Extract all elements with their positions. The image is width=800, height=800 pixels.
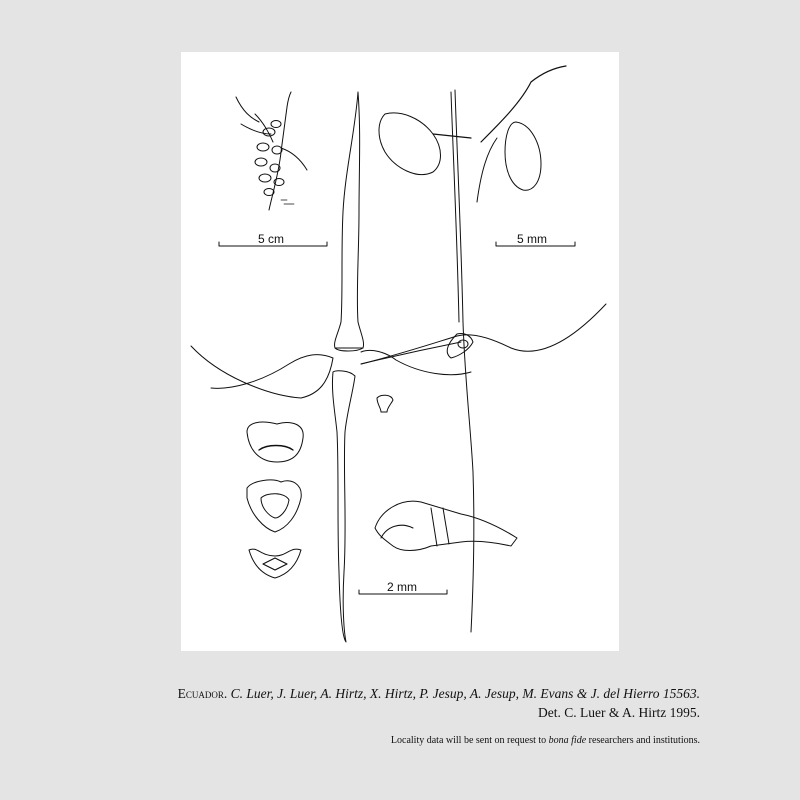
scale-label-flower: 5 mm [517,232,547,246]
caption-collectors: C. Luer, J. Luer, A. Hirtz, X. Hirtz, P. Jesup, A. Jesup, M. Evans & J. del Hierro 15563. [230,686,700,701]
caption-note-emphasis: bona fide [548,735,587,746]
caption-determination: Det. C. Luer & A. Hirtz 1995. [538,705,700,720]
caption-note-prefix: Locality data will be sent on request to [390,735,547,746]
column-lateral-drawing [375,501,517,550]
illustration-plate [181,52,619,651]
column-detail-drawing [377,395,393,412]
scale-label-habit: 5 cm [258,232,285,246]
botanical-drawing [181,52,619,651]
caption-note-suffix: researchers and institutions. [588,735,700,746]
habit-drawing [236,92,307,210]
scale-label-details: 2 mm [387,580,417,594]
caption-country: Ecuador. [177,686,228,701]
caption-collectors-line [178,686,700,702]
dorsal-sepal-drawing [191,92,471,642]
lip-details-drawing [247,422,303,578]
flower-side-drawing [361,66,606,632]
caption-note [391,735,700,746]
